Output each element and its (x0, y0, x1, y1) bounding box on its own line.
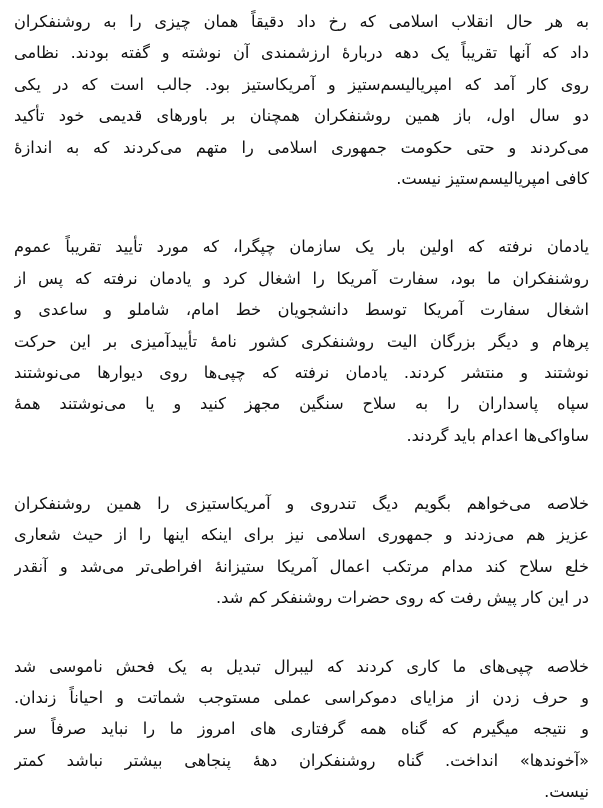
text-line: به هر حال انقلاب اسلامی که رخ داد دقیقاً همان چیزی را به روشنفکران (14, 12, 589, 31)
text-line: سپاه پاسداران را به سلاح سنگین مجهز کنید و یا می‌نوشتند همهٔ (14, 394, 589, 414)
paragraph-3 (14, 488, 589, 614)
text-line: «آخوندها» انداخت. گناه روشنفکران دههٔ پنجاهی بیشتر نباشد کمتر (14, 750, 589, 770)
text-line: دو سال اول، باز همین روشنفکران همچنان بر باورهای قدیمی خود تأکید (14, 106, 589, 126)
paragraph-4 (14, 651, 589, 808)
text-line: داد که آنها تقریباً یک دهه دربارهٔ ارزشمندی آن نوشته و گفته بودند. نظامی (14, 43, 589, 63)
text-line: در این کار پیش رفت که روی حضرات روشنفکر کم شد. (216, 588, 589, 608)
text-line: نیست. (544, 782, 589, 802)
text-line: و حرف زدن از مزایای دموکراسی عملی مستوجب شماتت و احیاناً زندان. (14, 688, 589, 708)
text-line: نوشتند و منتشر کردند. یادمان نرفته که چپی‌ها روی دیوارها می‌نوشتند (14, 362, 589, 382)
text-line: خلاصه می‌خواهم بگویم دیگ تندروی و آمریکاستیزی را همین روشنفکران (14, 494, 589, 514)
paragraph-spacer (14, 451, 589, 488)
text-line: می‌کردند و حتی حکومت جمهوری اسلامی را متهم می‌کردند که به اندازهٔ (14, 137, 589, 157)
text-line: خلاصه چپی‌های ما کاری کردند که لیبرال تبدیل به یک فحش ناموسی شد (14, 656, 589, 676)
text-line: خلع سلاح کند مدام مرتکب اعمال آمریکا ستیزانهٔ افراطی‌تر می‌شد و آنقدر (14, 556, 589, 576)
text-line: یادمان نرفته که اولین بار یک سازمان چپگرا، که مورد تأیید تقریباً عموم (14, 237, 589, 257)
text-line: روی کار آمد که امپریالیسم‌ستیز و آمریکاستیز بود. جالب است که در یکی (14, 74, 589, 94)
text-line: عزیز هم می‌زدند و جمهوری اسلامی نیز برای اینکه اینها را از حیث شعاری (14, 525, 589, 545)
text-line: روشنفکران ما بود، سفارت آمریکا را اشغال کرد و یادمان نرفته که پس از (14, 268, 589, 288)
text-line: و نتیجه میگیرم که گناه همه گرفتاری های امروز ما را نباید صرفاً سر (14, 719, 589, 739)
text-line: پرهام و دیگر بزرگان الیت روشنفکری کشور نامهٔ تأییدآمیزی بر این حرکت (14, 331, 589, 351)
text-line: کافی امپریالیسم‌ستیز نیست. (396, 168, 589, 188)
paragraph-2 (14, 231, 589, 451)
text-line: اشغال سفارت آمریکا توسط دانشجویان خط امام، شاملو و ساعدی و (14, 300, 589, 320)
paragraph-spacer (14, 614, 589, 651)
paragraph-1 (14, 6, 589, 194)
paragraph-spacer (14, 194, 589, 231)
text-line: ساواکی‌ها اعدام باید گردند. (406, 425, 589, 445)
